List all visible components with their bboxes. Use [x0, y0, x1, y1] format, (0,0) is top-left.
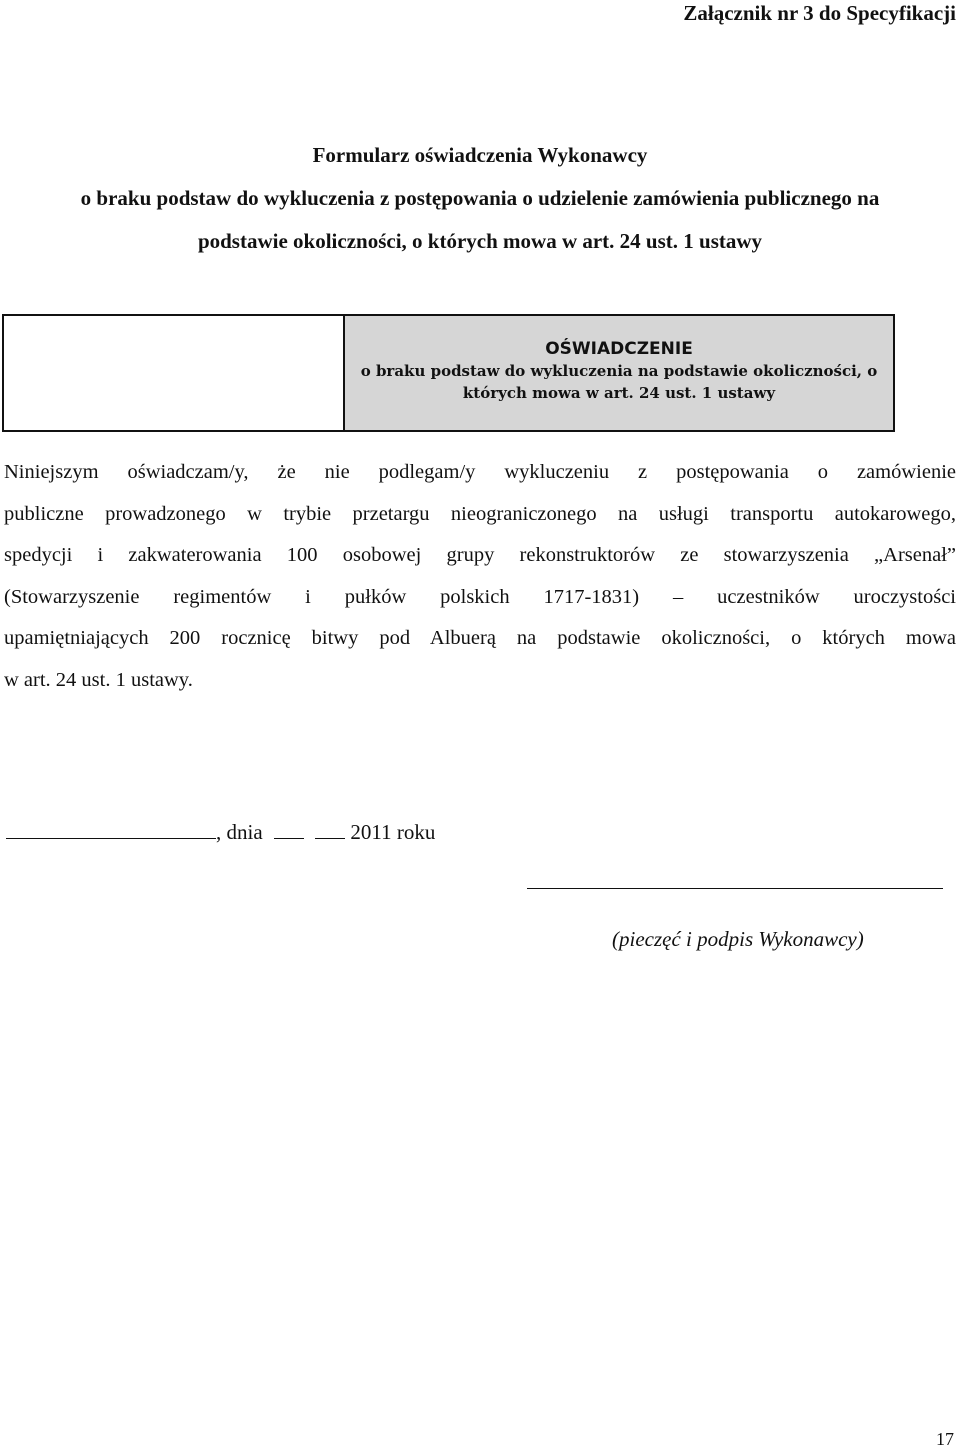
page-number: 17: [936, 1429, 954, 1449]
body-line-1: Niniejszym oświadczam/y, że nie podlegam/y wykluczeniu z postępowania o zamówienie: [4, 461, 956, 483]
month-blank[interactable]: [315, 818, 345, 839]
form-title: [0, 134, 960, 263]
declaration-box-content: [345, 316, 893, 430]
body-line-6: w art. 24 ust. 1 ustawy.: [4, 668, 193, 691]
form-title-line-3: podstawie okoliczności, o których mowa w art. 24 ust. 1 ustawy: [197, 229, 763, 253]
declaration-line-2: których mowa w art. 24 ust. 1 ustawy: [462, 384, 776, 402]
body-line-2: publiczne prowadzonego w trybie przetargu nieograniczonego na usługi transportu autokarowego,: [4, 502, 956, 525]
place-date-line: [6, 818, 435, 846]
form-title-line-1: Formularz oświadczenia Wykonawcy: [312, 143, 648, 167]
declaration-body: [4, 452, 956, 701]
year-label: 2011 roku: [350, 820, 436, 844]
attachment-label: Załącznik nr 3 do Specyfikacji: [683, 1, 956, 25]
day-blank[interactable]: [274, 818, 304, 839]
signature-caption: (pieczęć i podpis Wykonawcy): [612, 927, 864, 951]
signature-line[interactable]: [527, 888, 943, 889]
declaration-heading: OŚWIADCZENIE: [545, 339, 693, 359]
declaration-box: [2, 314, 895, 432]
place-blank[interactable]: [6, 818, 216, 839]
declaration-box-empty-cell: [4, 316, 345, 430]
form-title-line-2: o braku podstaw do wykluczenia z postępowania o udzielenie zamówienia publicznego na: [80, 186, 880, 210]
body-line-4: (Stowarzyszenie regimentów i pułków polskich 1717-1831) – uczestników uroczystości: [4, 585, 956, 608]
body-line-5: upamiętniających 200 rocznicę bitwy pod Albuerą na podstawie okoliczności, o których mowa: [4, 627, 956, 649]
body-line-3: spedycji i zakwaterowania 100 osobowej grupy rekonstruktorów ze stowarzyszenia „Arsenał”: [4, 544, 956, 566]
declaration-line-1: o braku podstaw do wykluczenia na podstawie okoliczności, o: [360, 362, 878, 380]
date-label: , dnia: [216, 820, 263, 844]
